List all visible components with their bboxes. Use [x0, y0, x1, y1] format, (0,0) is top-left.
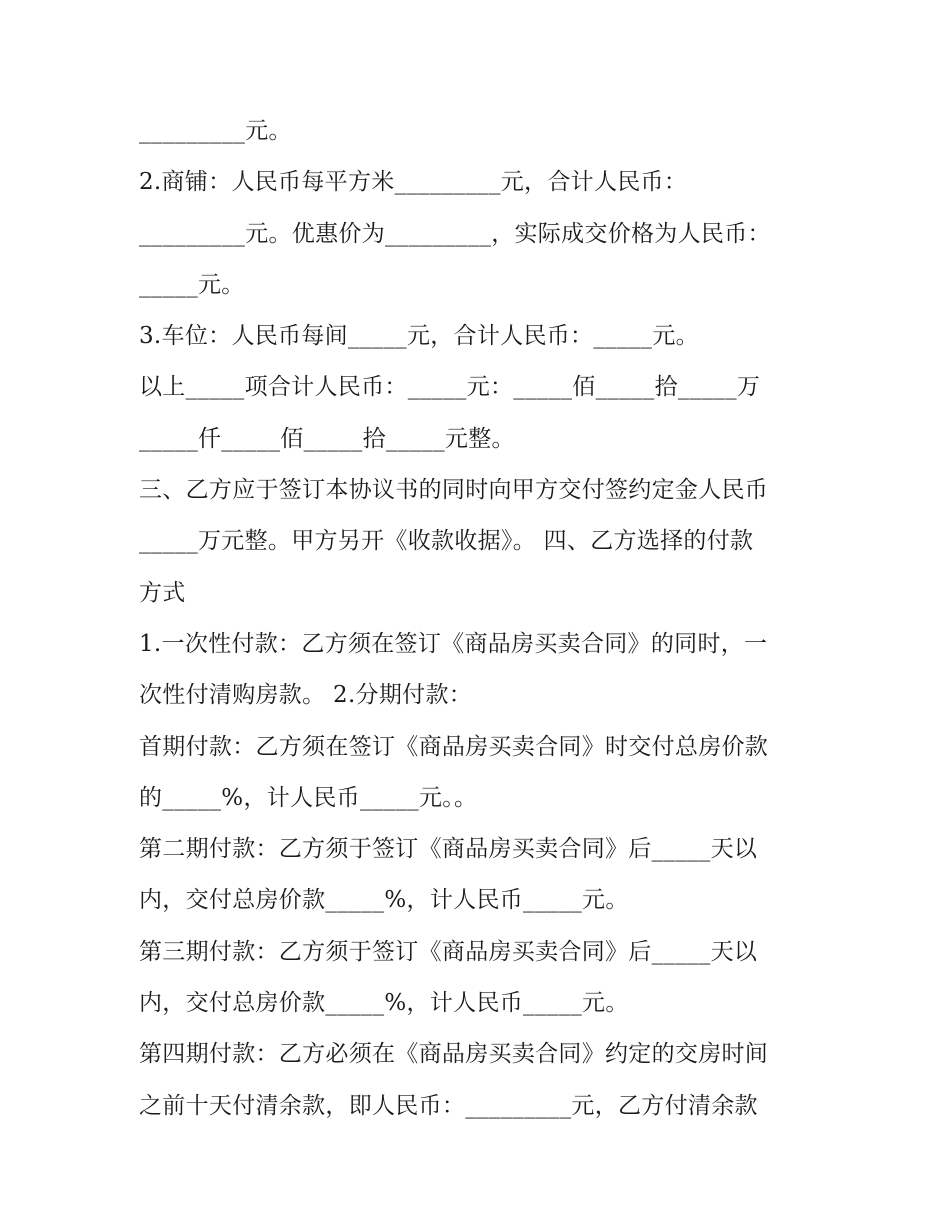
text-line: 第四期付款：乙方必须在《商品房买卖合同》约定的交房时间	[139, 1041, 769, 1068]
text-line: 首期付款：乙方须在签订《商品房买卖合同》时交付总房价款	[139, 733, 769, 760]
text-line: 以上_____项合计人民币：_____元：_____佰_____拾_____万	[139, 374, 761, 401]
text-line: 内，交付总房价款_____%，计人民币_____元。	[139, 990, 629, 1017]
text-line: _____万元整。甲方另开《收款收据》。 四、乙方选择的付款	[139, 528, 754, 555]
text-line: 内，交付总房价款_____%，计人民币_____元。	[139, 887, 629, 914]
text-line: 第二期付款：乙方须于签订《商品房买卖合同》后_____天以	[139, 836, 758, 863]
text-line: 方式	[139, 579, 186, 606]
text-line: 次性付清购房款。 2.分期付款：	[139, 682, 473, 709]
text-line: _____仟_____佰_____拾_____元整。	[139, 425, 515, 452]
contract-body	[139, 106, 819, 1132]
text-line: 三、乙方应于签订本协议书的同时向甲方交付签约定金人民币	[139, 477, 769, 504]
text-line: 1.一次性付款：乙方须在签订《商品房买卖合同》的同时，一	[139, 630, 768, 657]
text-line: _________元。优惠价为_________，实际成交价格为人民币：	[139, 220, 771, 247]
text-line: 第三期付款：乙方须于签订《商品房买卖合同》后_____天以	[139, 938, 758, 965]
text-line: _____元。	[139, 271, 245, 298]
text-line: 2.商铺：人民币每平方米_________元，合计人民币：	[139, 169, 688, 196]
text-line: _________元。	[139, 118, 292, 144]
text-line: 之前十天付清余款，即人民币：_________元，乙方付清余款	[139, 1092, 758, 1119]
text-line: 的_____%，计人民币_____元。。	[139, 784, 478, 811]
text-line: 3.车位：人民币每间_____元，合计人民币：_____元。	[139, 323, 699, 350]
